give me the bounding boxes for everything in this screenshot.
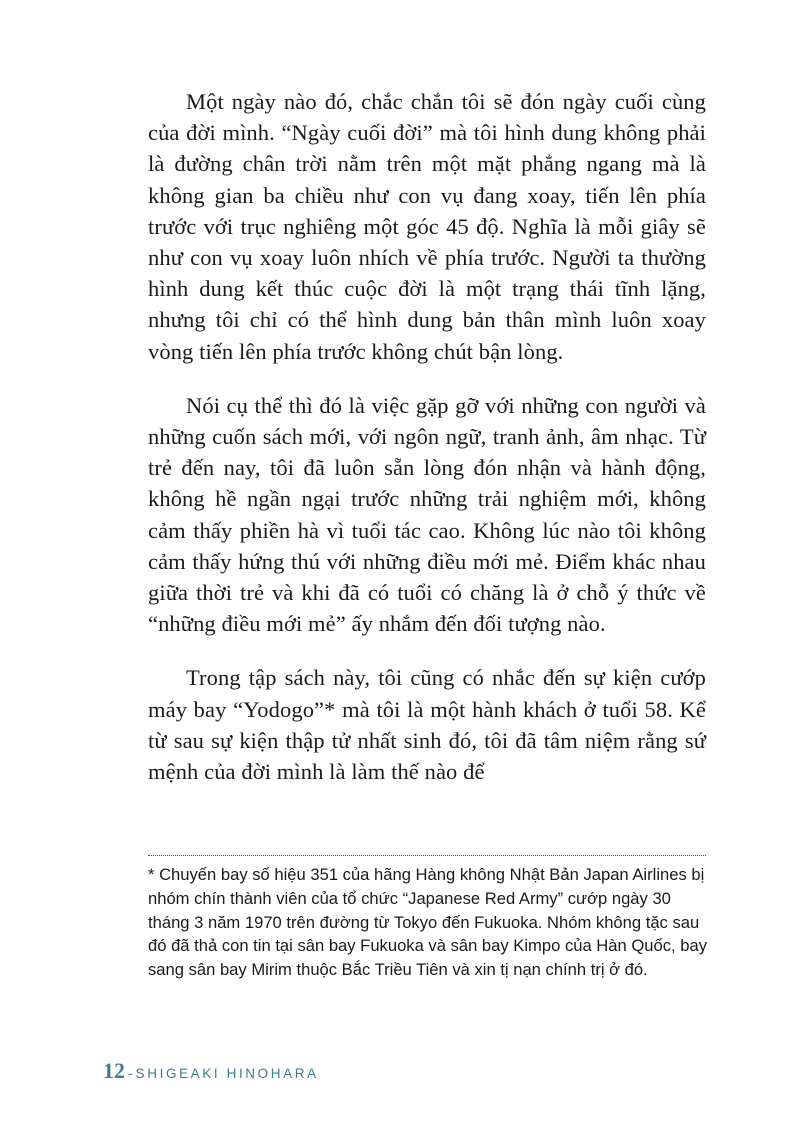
paragraph-1: Một ngày nào đó, chắc chắn tôi sẽ đón ngày cuối cùng của đời mình. “Ngày cuối đời” mà tôi hình dung không phải là đường chân trời nằm trên một mặt phẳng ngang mà là không gian ba chiều như con vụ đang xoay, tiến lên phía trước với trục nghiêng một góc 45 độ. Nghĩa là mỗi giây sẽ như con vụ xoay luôn nhích về phía trước. Người ta thường hình dung kết thúc cuộc đời là một trạng thái tĩnh lặng, nhưng tôi chỉ có thể hình dung bản thân mình luôn xoay vòng tiến lên phía trước không chút bận lòng. <box>148 89 706 364</box>
footnote-divider <box>148 855 706 856</box>
main-text <box>148 86 706 787</box>
footnote: * Chuyến bay số hiệu 351 của hãng Hàng không Nhật Bản Japan Airlines bị nhóm chín thành viên của tổ chức “Japanese Red Army” cướp ngày 30 tháng 3 năm 1970 trên đường từ Tokyo đến Fukuoka. Nhóm không tặc sau đó đã thả con tin tại sân bay Fukuoka và sân bay Kimpo của Hàn Quốc, bay sang sân bay Mirim thuộc Bắc Triều Tiên và xin tị nạn chính trị ở đó. <box>148 865 707 980</box>
author-name: SHIGEAKI HINOHARA <box>135 1066 319 1081</box>
paragraph-2: Nói cụ thể thì đó là việc gặp gỡ với những con người và những cuốn sách mới, với ngôn ngữ, tranh ảnh, âm nhạc. Từ trẻ đến nay, tôi đã luôn sẵn lòng đón nhận và hành động, không hề ngần ngại trước những trải nghiệm mới, không cảm thấy phiền hà vì tuổi tác cao. Không lúc nào tôi không cảm thấy hứng thú với những điều mới mẻ. Điểm khác nhau giữa thời trẻ và khi đã có tuổi có chăng là ở chỗ ý thức về “những điều mới mẻ” ấy nhắm đến đối tượng nào. <box>148 392 706 637</box>
paragraph-3: Trong tập sách này, tôi cũng có nhắc đến sự kiện cướp máy bay “Yodogo”* mà tôi là một hành khách ở tuổi 58. Kể từ sau sự kiện thập tử nhất sinh đó, tôi đã tâm niệm rằng sứ mệnh của đời mình là làm thế nào để <box>148 665 706 785</box>
page-number: 12 <box>103 1058 125 1083</box>
footer-separator: - <box>128 1065 133 1081</box>
page-footer <box>103 1058 319 1086</box>
